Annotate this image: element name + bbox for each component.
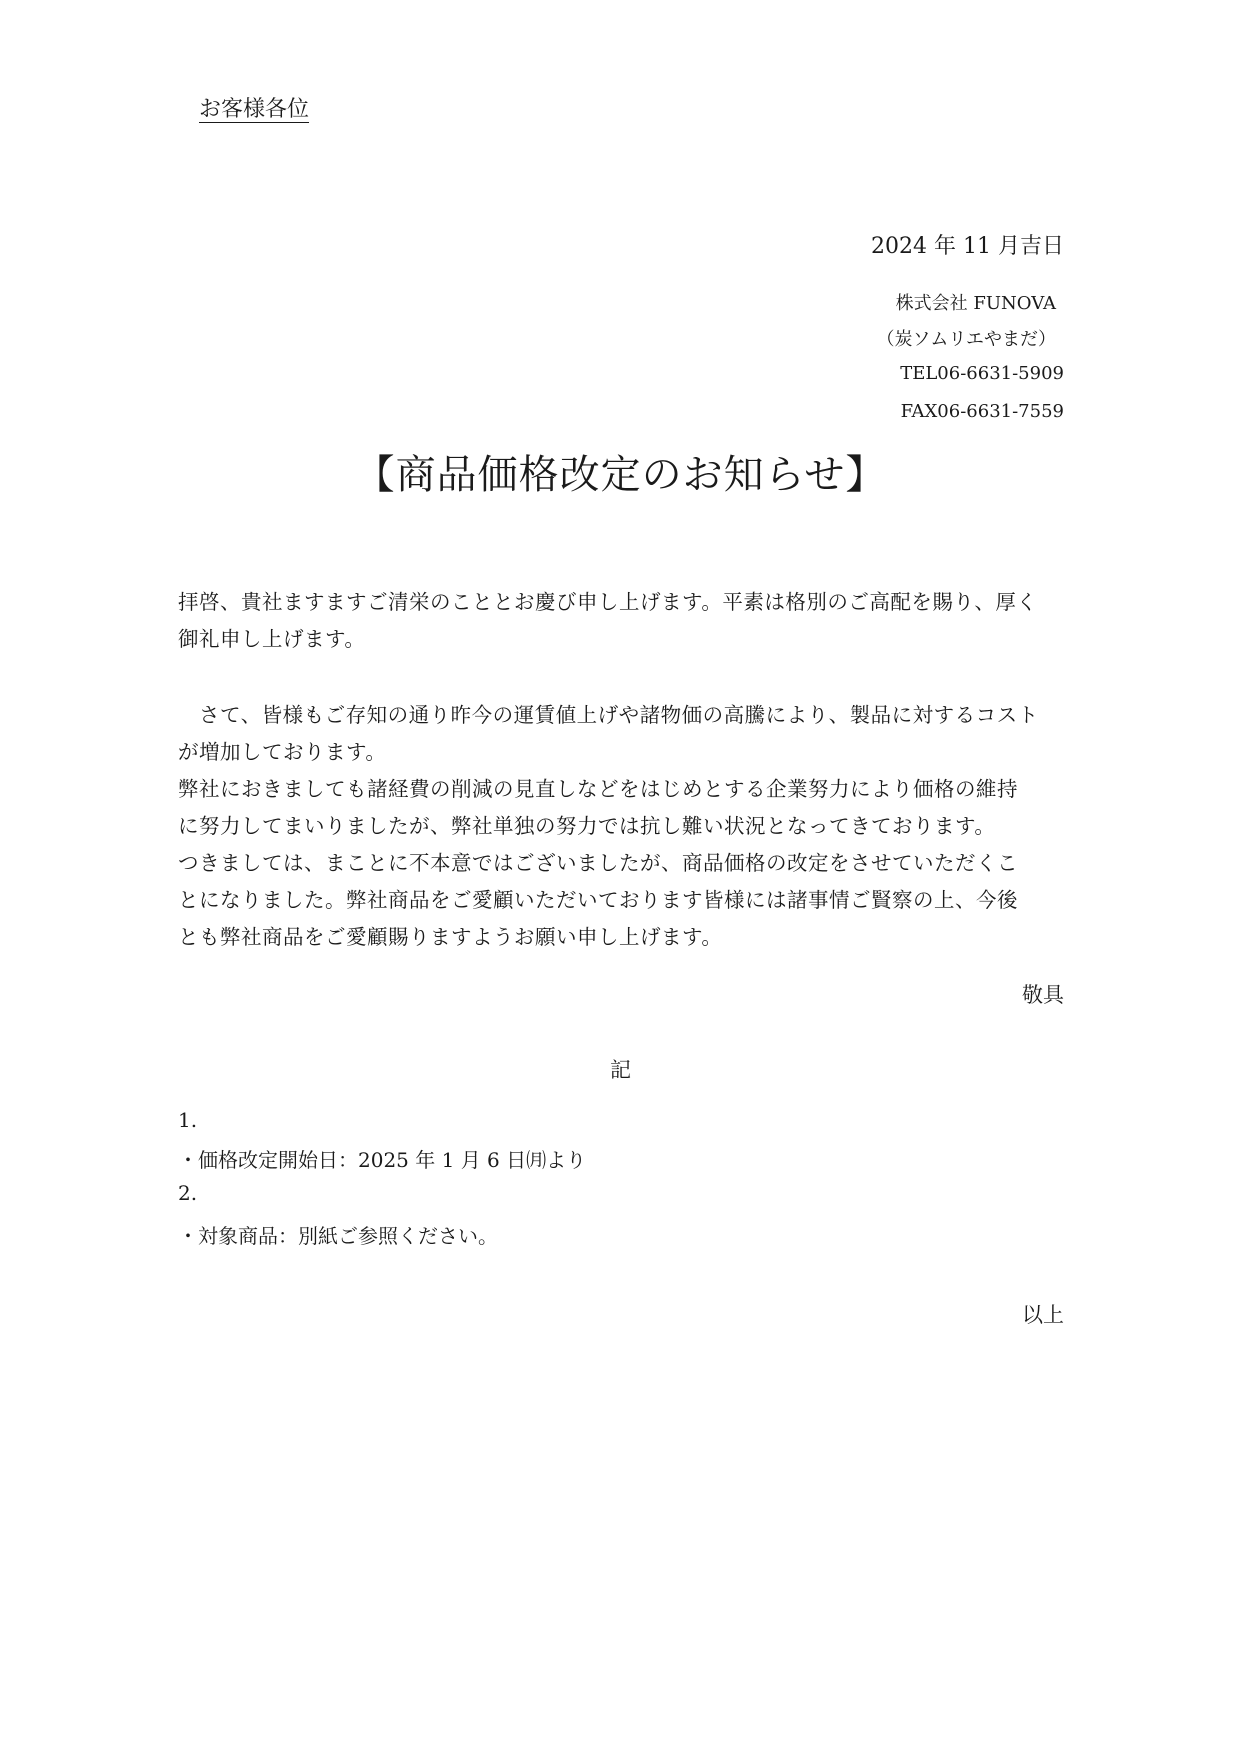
closing-keigu: 敬具 [1022,983,1064,1007]
item-text-target-products: ・対象商品：別紙ご参照ください。 [178,1224,498,1248]
recipient: お客様各位 [199,97,310,122]
body-line: とも弊社商品をご愛顧賜りますようお願い申し上げます。 [178,925,723,949]
body-line: とになりました。弊社商品をご愛顧いただいております皆様には諸事情ご賢察の上、今後 [178,888,1018,912]
sender-tel: TEL06-6631-5909 [900,363,1064,384]
body-line: 弊社におきましても諸経費の削減の見直しなどをはじめとする企業努力により価格の維持 [178,777,1018,801]
sender-sub-name: （炭ソムリエやまだ） [876,329,1056,350]
main-paragraph [178,697,1068,956]
greeting-paragraph [178,584,1068,658]
body-line: に努力してまいりましたが、弊社単独の努力では抗し難い状況となってきております。 [178,814,996,838]
sender-fax: FAX06-6631-7559 [900,401,1064,422]
greeting-line: 御礼申し上げます。 [178,627,366,651]
closing-ijo: 以上 [1022,1303,1064,1327]
body-line: さて、皆様もご存知の通り昨今の運賃値上げや諸物価の高騰により、製品に対するコスト [178,703,1039,727]
body-line: が増加しております。 [178,740,387,764]
item-number: 2. [178,1181,198,1205]
greeting-line: 拝啓、貴社ますますご清栄のこととお慶び申し上げます。平素は格別のご高配を賜り、厚く [178,590,1038,614]
issue-date: 2024 年 11 月吉日 [871,234,1064,259]
sender-company: 株式会社 FUNOVA [895,293,1056,314]
item-text-start-date: ・価格改定開始日：2025 年 1 月 6 日㈪より [178,1148,587,1172]
document-title: 【商品価格改定のお知らせ】 [354,452,887,498]
ki-heading: 記 [610,1058,631,1082]
body-line: つきましては、まことに不本意ではございましたが、商品価格の改定をさせていただくこ [178,851,1018,875]
item-number: 1. [178,1108,198,1132]
